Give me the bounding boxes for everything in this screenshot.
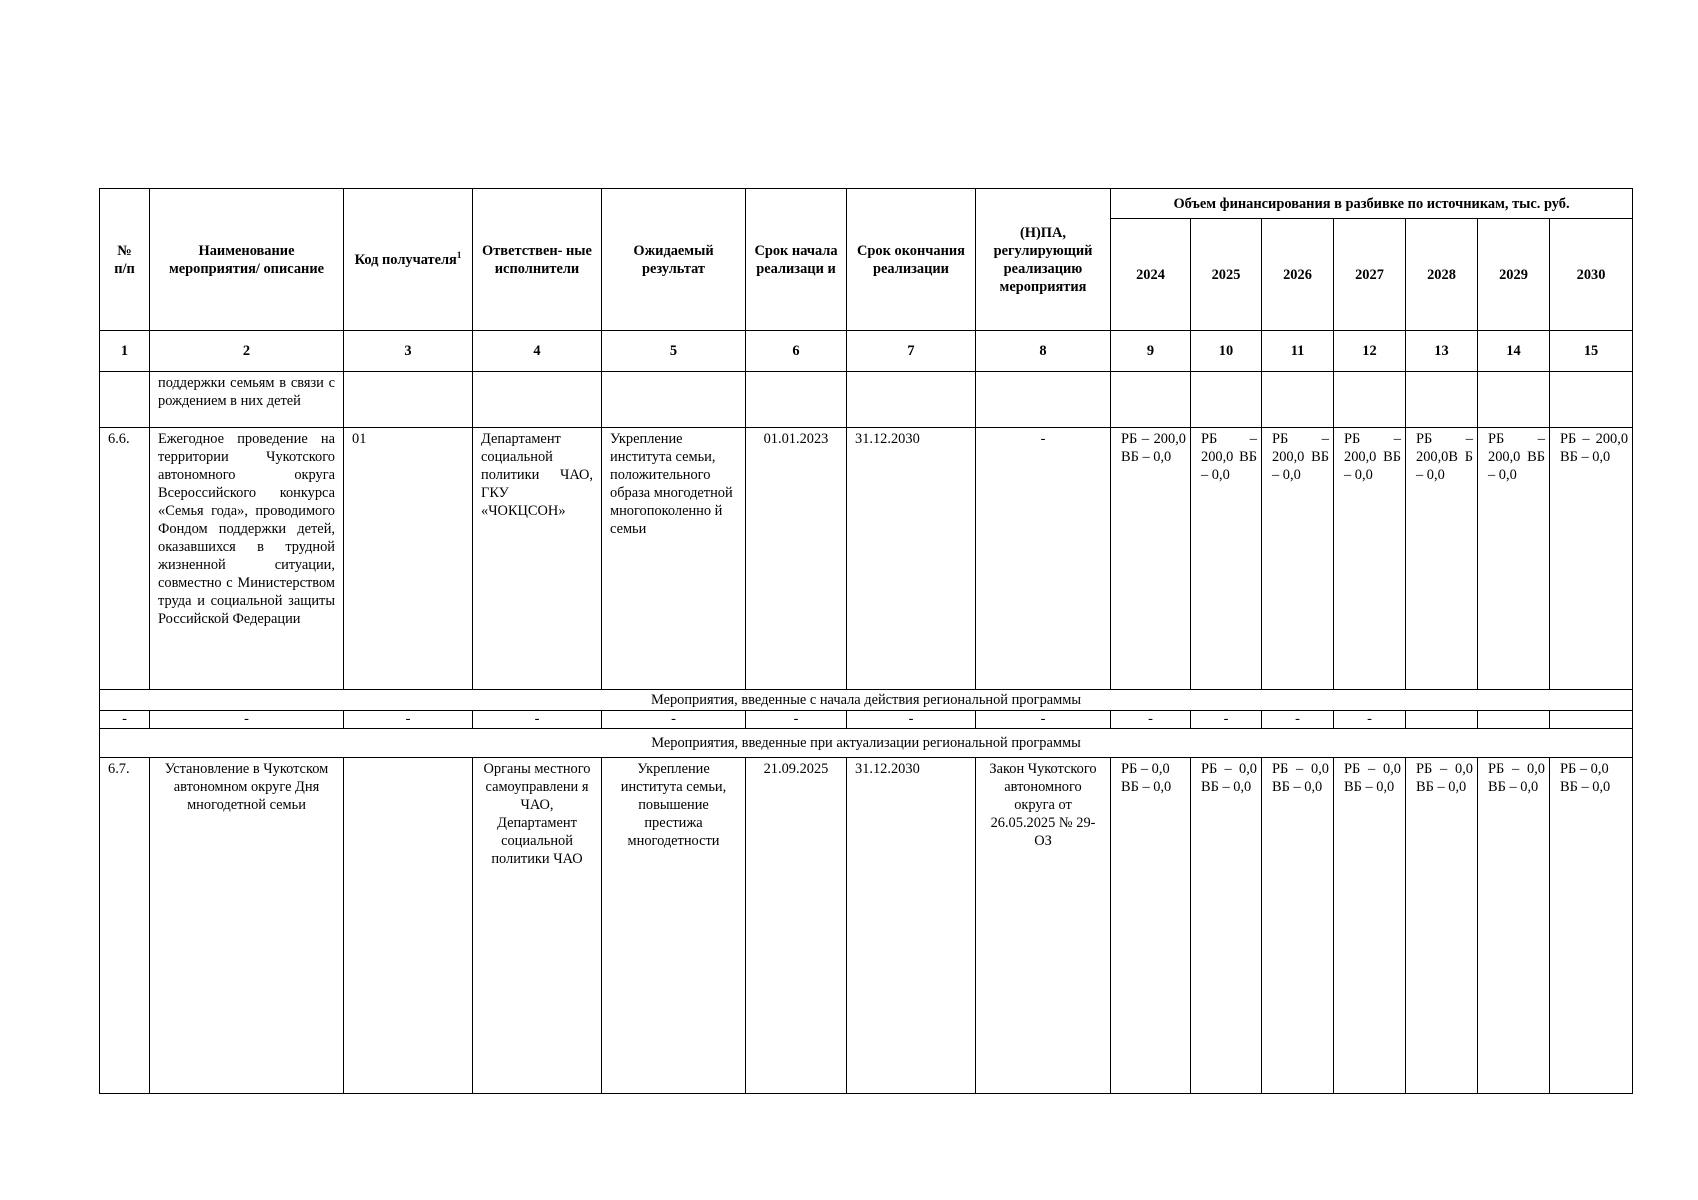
header-year: 2027: [1334, 219, 1406, 331]
cell-fin: [1550, 372, 1633, 428]
cell-result: Укрепление института семьи, повышение престижа многодетности: [602, 758, 746, 1094]
cell-code: 01: [344, 428, 473, 690]
header-result: Ожидаемый результат: [602, 189, 746, 331]
cell-start: 01.01.2023: [746, 428, 847, 690]
cell-start: [746, 372, 847, 428]
cell-end: 31.12.2030: [847, 428, 976, 690]
column-number-row: [100, 331, 1633, 372]
cell-dash: -: [150, 711, 344, 729]
column-number: 2: [150, 331, 344, 372]
cell-fin: [1334, 372, 1406, 428]
cell-npa: [976, 372, 1111, 428]
column-number: 7: [847, 331, 976, 372]
header-end: Срок окончания реализации: [847, 189, 976, 331]
cell-dash: -: [473, 711, 602, 729]
cell-fin: РБ – 200,0 ВБ – 0,0: [1550, 428, 1633, 690]
header-financing: Объем финансирования в разбивке по источникам, тыс. руб.: [1111, 189, 1633, 219]
cell-fin: [1191, 372, 1262, 428]
cell-fin: РБ – 0,0 ВБ – 0,0: [1550, 758, 1633, 1094]
table-row-6-6: [100, 428, 1633, 690]
column-number: 12: [1334, 331, 1406, 372]
cell-dash: -: [344, 711, 473, 729]
cell-code: [344, 758, 473, 1094]
column-number: 11: [1262, 331, 1334, 372]
header-num: № п/п: [100, 189, 150, 331]
cell-dash: -: [976, 711, 1111, 729]
cell-dash: -: [746, 711, 847, 729]
cell-start: 21.09.2025: [746, 758, 847, 1094]
column-number: 5: [602, 331, 746, 372]
cell-fin: [1111, 372, 1191, 428]
section-title: Мероприятия, введенные с начала действия региональной программы: [100, 690, 1633, 711]
table-row-continuation: [100, 372, 1633, 428]
cell-num: [100, 372, 150, 428]
financing-table: [99, 188, 1633, 1094]
cell-npa: Закон Чукотского автономного округа от 26.05.2025 № 29-ОЗ: [976, 758, 1111, 1094]
cell-result: [602, 372, 746, 428]
cell-fin: [1478, 372, 1550, 428]
cell-num: 6.6.: [100, 428, 150, 690]
cell-responsible: [473, 372, 602, 428]
header-code-footnote: 1: [456, 249, 462, 260]
cell-dash: -: [847, 711, 976, 729]
header-year: 2024: [1111, 219, 1191, 331]
cell-num: 6.7.: [100, 758, 150, 1094]
cell-name: поддержки семьям в связи с рождением в них детей: [150, 372, 344, 428]
cell-npa: -: [976, 428, 1111, 690]
cell-dash: -: [1262, 711, 1334, 729]
header-npa: (Н)ПА, регулирующий реализацию мероприятия: [976, 189, 1111, 331]
cell-dash: -: [602, 711, 746, 729]
cell-end: 31.12.2030: [847, 758, 976, 1094]
cell-responsible: Органы местного самоуправлени я ЧАО, Департамент социальной политики ЧАО: [473, 758, 602, 1094]
cell-responsible: Департамент социальной политики ЧАО, ГКУ «ЧОКЦСОН»: [473, 428, 602, 690]
cell-fin: РБ – 200,0 ВБ – 0,0: [1334, 428, 1406, 690]
cell-dash: [1478, 711, 1550, 729]
column-number: 6: [746, 331, 847, 372]
table-row-6-7: [100, 758, 1633, 1094]
cell-fin: [1262, 372, 1334, 428]
cell-fin: РБ – 0,0 ВБ – 0,0: [1334, 758, 1406, 1094]
header-code-text: Код получателя: [354, 251, 457, 268]
header-code: [344, 189, 473, 331]
cell-fin: РБ – 200,0В Б – 0,0: [1406, 428, 1478, 690]
column-number: 3: [344, 331, 473, 372]
section-row-1: [100, 690, 1633, 711]
cell-fin: РБ – 200,0 ВБ – 0,0: [1191, 428, 1262, 690]
cell-dash: [1550, 711, 1633, 729]
column-number: 9: [1111, 331, 1191, 372]
section-title: Мероприятия, введенные при актуализации региональной программы: [100, 729, 1633, 758]
column-number: 8: [976, 331, 1111, 372]
cell-dash: [1406, 711, 1478, 729]
cell-fin: РБ – 200,0 ВБ – 0,0: [1262, 428, 1334, 690]
header-year: 2026: [1262, 219, 1334, 331]
cell-dash: -: [100, 711, 150, 729]
cell-fin: РБ – 0,0 ВБ – 0,0: [1406, 758, 1478, 1094]
header-year: 2030: [1550, 219, 1633, 331]
table-row-dashes: [100, 711, 1633, 729]
cell-dash: -: [1334, 711, 1406, 729]
cell-fin: РБ – 200,0 ВБ – 0,0: [1478, 428, 1550, 690]
column-number: 10: [1191, 331, 1262, 372]
header-start: Срок начала реализаци и: [746, 189, 847, 331]
cell-dash: -: [1111, 711, 1191, 729]
header-year: 2029: [1478, 219, 1550, 331]
column-number: 13: [1406, 331, 1478, 372]
cell-result: Укрепление института семьи, положительного образа многодетной многопоколенно й семьи: [602, 428, 746, 690]
cell-code: [344, 372, 473, 428]
cell-fin: [1406, 372, 1478, 428]
cell-fin: РБ – 0,0 ВБ – 0,0: [1262, 758, 1334, 1094]
cell-fin: РБ – 200,0 ВБ – 0,0: [1111, 428, 1191, 690]
column-number: 15: [1550, 331, 1633, 372]
cell-fin: РБ – 0,0 ВБ – 0,0: [1478, 758, 1550, 1094]
section-row-2: [100, 729, 1633, 758]
header-row-1: [100, 189, 1633, 219]
column-number: 1: [100, 331, 150, 372]
column-number: 4: [473, 331, 602, 372]
cell-fin: РБ – 0,0 ВБ – 0,0: [1111, 758, 1191, 1094]
column-number: 14: [1478, 331, 1550, 372]
header-name: Наименование мероприятия/ описание: [150, 189, 344, 331]
cell-name: Ежегодное проведение на территории Чукотского автономного округа Всероссийского конкурса «Семья года», проводимого Фондом поддержки детей, оказавшихся в трудной жизненной ситуации, совместно с Министерством труда и социальной защиты Российской Федерации: [150, 428, 344, 690]
cell-fin: РБ – 0,0 ВБ – 0,0: [1191, 758, 1262, 1094]
cell-name: Установление в Чукотском автономном округе Дня многодетной семьи: [150, 758, 344, 1094]
header-year: 2025: [1191, 219, 1262, 331]
header-year: 2028: [1406, 219, 1478, 331]
cell-dash: -: [1191, 711, 1262, 729]
cell-end: [847, 372, 976, 428]
header-responsible: Ответствен- ные исполнители: [473, 189, 602, 331]
